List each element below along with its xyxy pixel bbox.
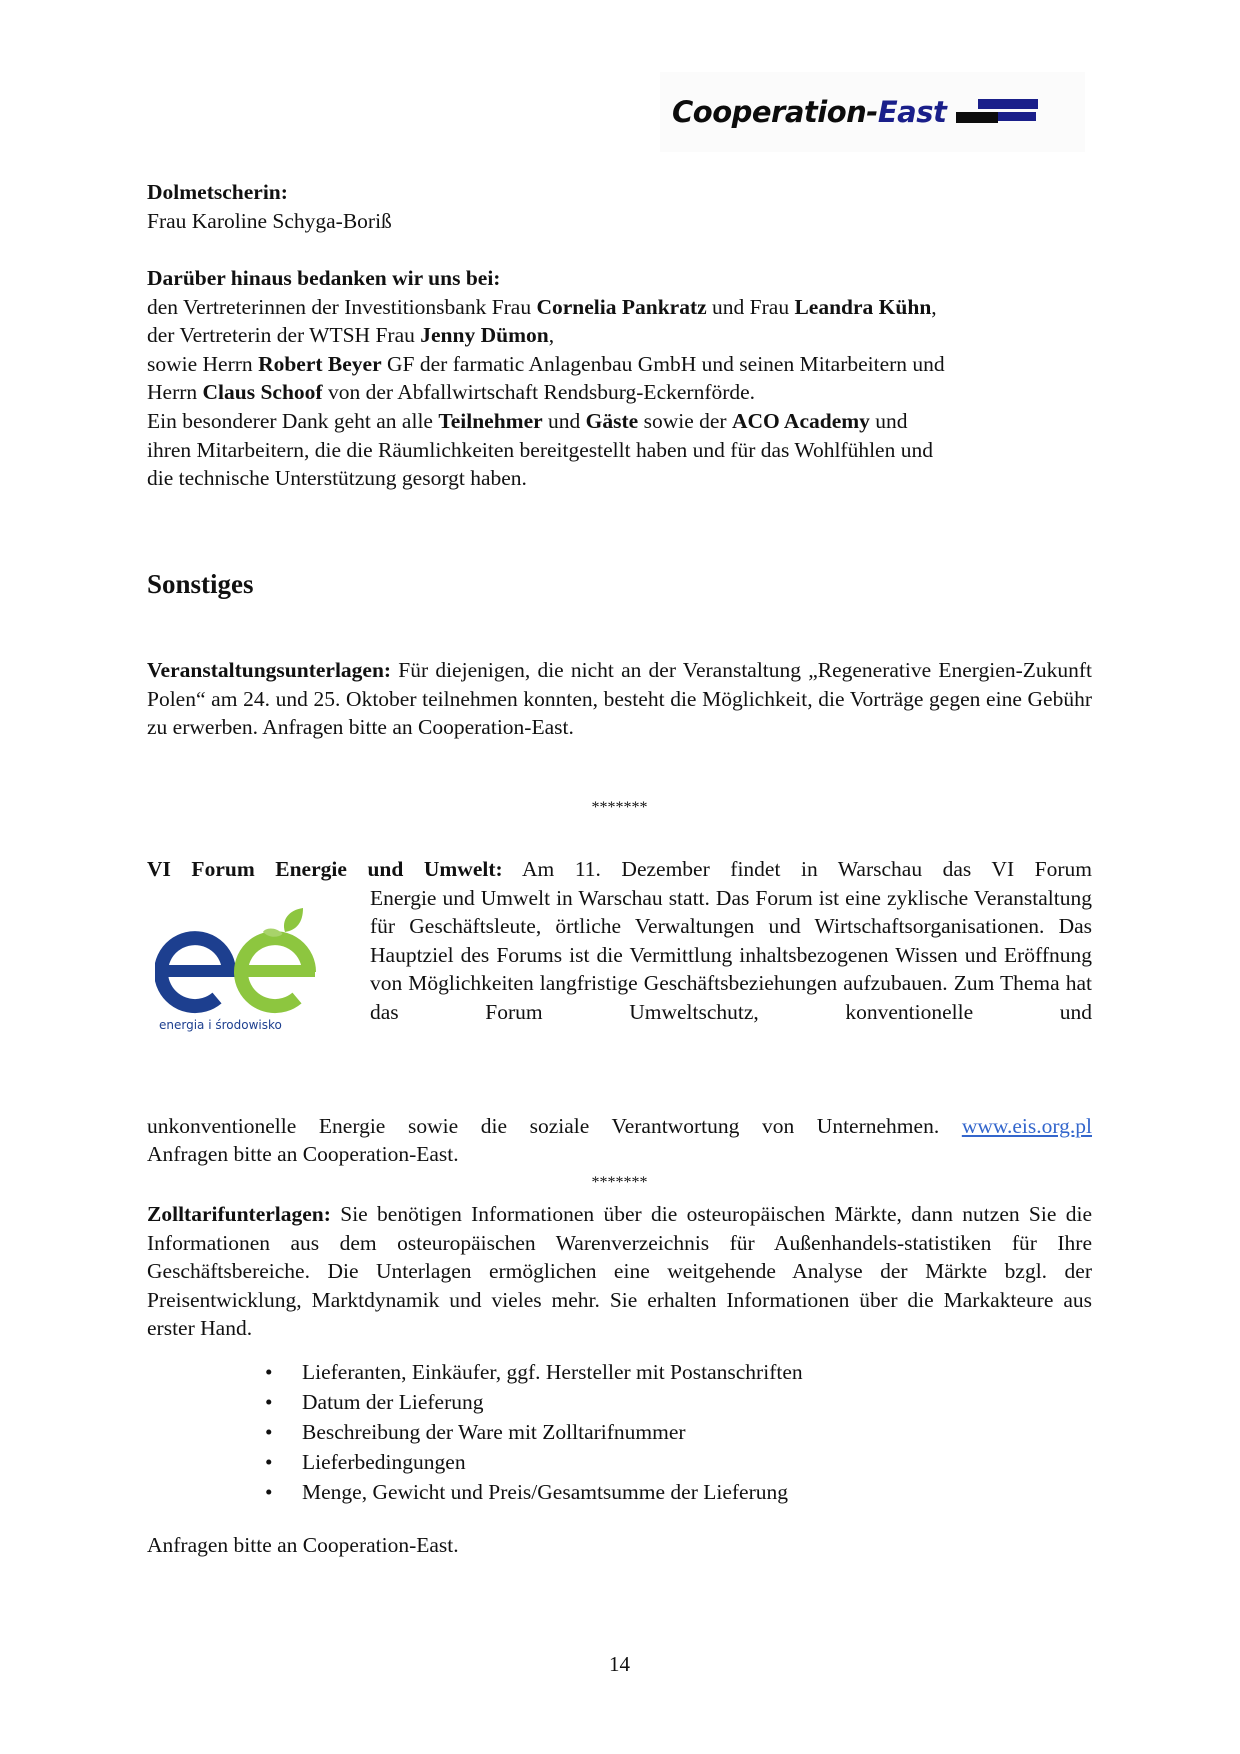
thanks-line-6: ihren Mitarbeitern, die die Räumlichkeiten bereitgestellt haben und für das Wohlfühlen und xyxy=(147,437,933,462)
forum-first-line: VI Forum Energie und Umwelt: Am 11. Dezember findet in Warschau das VI Forum xyxy=(147,857,1092,881)
thanks-line-7: die technische Unterstützung gesorgt haben. xyxy=(147,466,527,491)
forum-label: VI Forum Energie und Umwelt: xyxy=(147,857,503,881)
logo-bar-blue-bottom xyxy=(998,112,1036,121)
separator: ******* xyxy=(591,799,648,816)
leaf-icon xyxy=(263,908,303,940)
green-e-icon xyxy=(241,938,315,1006)
forum-last-line: unkonventionelle Energie sowie die soziale Verantwortung von Unternehmen. www.eis.org.pl xyxy=(147,1113,1092,1138)
logo-bar-blue-top xyxy=(978,99,1038,109)
thanks-line-5: Ein besonderer Dank geht an alle Teilnehmer und Gäste sowie der ACO Academy und xyxy=(147,408,908,433)
list-item: • Lieferbedingungen xyxy=(147,1447,1092,1477)
forum-request: Anfragen bitte an Cooperation-East. xyxy=(147,1142,459,1167)
interpreter-name: Frau Karoline Schyga-Boriß xyxy=(147,208,392,233)
page-number: 14 xyxy=(609,1652,630,1676)
forum-website-link[interactable]: www.eis.org.pl xyxy=(961,1113,1092,1138)
thanks-line-1: den Vertreterinnen der Investitionsbank Frau Cornelia Pankratz und Frau Leandra Kühn, xyxy=(147,294,937,319)
eis-logo-caption: energia i środowisko xyxy=(159,1017,282,1032)
bullet-icon: • xyxy=(265,1480,273,1504)
eis-logo-graphic xyxy=(155,898,330,1016)
tariff-label: Zolltarifunterlagen: xyxy=(147,1202,331,1226)
list-item: • Datum der Lieferung xyxy=(147,1387,1092,1417)
forum-wrap xyxy=(147,884,1092,1112)
blue-e-icon xyxy=(161,938,235,1006)
thanks-heading: Darüber hinaus bedanken wir uns bei: xyxy=(147,266,501,290)
thanks-section xyxy=(147,264,1092,493)
bullet-icon: • xyxy=(265,1420,273,1444)
tariff-bullet-list xyxy=(147,1357,1092,1507)
bullet-icon: • xyxy=(265,1360,273,1384)
thanks-line-4: Herrn Claus Schoof von der Abfallwirtschaft Rendsburg-Eckernförde. xyxy=(147,380,756,405)
event-docs-label: Veranstaltungsunterlagen: xyxy=(147,658,392,682)
list-item: • Beschreibung der Ware mit Zolltarifnummer xyxy=(147,1417,1092,1447)
forum-wrapped-text: Energie und Umwelt in Warschau statt. Das Forum ist eine zyklische Veranstaltung für Geschäftsleute, örtliche Verwaltungen und Wirtschaftsorganisationen. Das Hauptziel des Forums ist die Vermittlung inhaltsbezogenen Wissen und Eröffnung von Möglichkeiten langfristige Geschäftsbeziehungen aufzubauen. Zum Thema hat das Forum Umweltschutz, konventionelle und xyxy=(370,885,1092,1024)
logo-bar-black xyxy=(956,112,998,123)
tariff-paragraph xyxy=(147,1200,1092,1343)
thanks-line-2: der Vertreterin der WTSH Frau Jenny Dümon, xyxy=(147,323,555,348)
logo-bars xyxy=(956,97,1038,127)
tariff-request: Anfragen bitte an Cooperation-East. xyxy=(147,1533,459,1557)
thanks-line-3: sowie Herrn Robert Beyer GF der farmatic Anlagenbau GmbH und seinen Mitarbeitern und xyxy=(147,351,945,376)
forum-section xyxy=(147,855,1092,1169)
list-item: • Lieferanten, Einkäufer, ggf. Hersteller mit Postanschriften xyxy=(147,1357,1092,1387)
interpreter-section xyxy=(147,178,1092,235)
event-docs-paragraph xyxy=(147,656,1092,742)
cooperation-east-logo xyxy=(660,72,1085,152)
bullet-icon: • xyxy=(265,1450,273,1474)
event-docs-text: Für diejenigen, die nicht an der Veranstaltung „Regenerative Energien-Zukunft Polen“ am 24. und 25. Oktober teilnehmen konnten, besteht die Möglichkeit, die Vorträge gegen eine Gebühr zu erwerben. Anfragen bitte an Cooperation-East. xyxy=(147,658,1092,740)
tariff-text: Sie benötigen Informationen über die osteuropäischen Märkte, dann nutzen Sie die Informationen aus dem osteuropäischen Warenverzeichnis für Außenhandels-statistiken für Ihre Geschäftsbereiche. Die Unterlagen ermöglichen eine weitgehende Analyse der Märkte bzgl. der Preisentwicklung, Marktdynamik und vieles mehr. Sie erhalten Informationen über die Markakteure aus erster Hand. xyxy=(147,1202,1092,1341)
bullet-icon: • xyxy=(265,1390,273,1414)
list-item: • Menge, Gewicht und Preis/Gesamtsumme der Lieferung xyxy=(147,1477,1092,1507)
energia-srodowisko-logo xyxy=(147,884,370,1112)
separator-2: ******* xyxy=(591,1174,648,1191)
interpreter-heading: Dolmetscherin: xyxy=(147,180,288,204)
logo-wordmark: Cooperation-East xyxy=(672,95,947,129)
section-heading-sonstiges: Sonstiges xyxy=(147,569,254,599)
